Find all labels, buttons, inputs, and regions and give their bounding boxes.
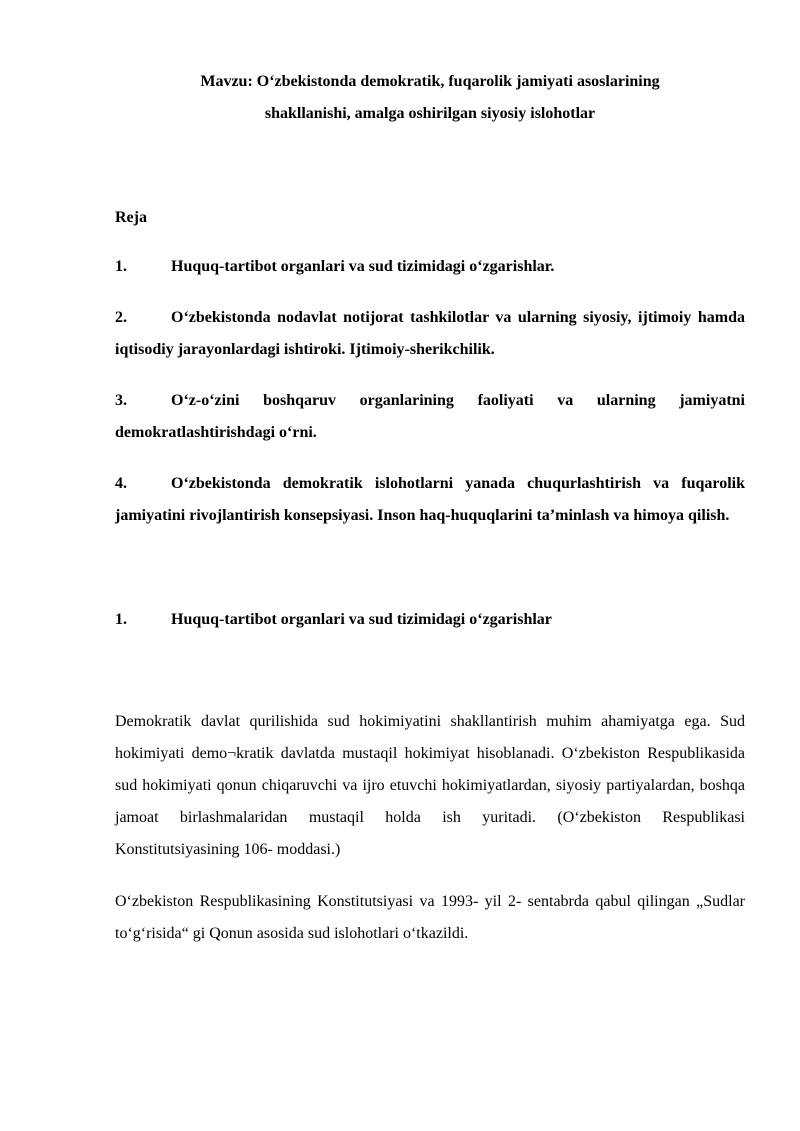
- list-item-text: Huquq-tartibot organlari va sud tizimidagi o‘zgarishlar.: [171, 258, 555, 275]
- section-heading-number: 1.: [115, 611, 127, 628]
- list-item-number: 1.: [115, 258, 127, 275]
- document-content: [115, 66, 745, 950]
- body-paragraph: Demokratik davlat qurilishida sud hokimiyatini shakllantirish muhim ahamiyatga ega. Sud hokimiyati demo¬kratik davlatda mustaqil hokimiyat hisoblanadi. O‘zbekiston Respublikasida sud hokimiyati qonun chiqaruvchi va ijro etuvchi hokimiyatlardan, siyosiy partiyalardan, boshqa jamoat birlashmalaridan mustaqil holda ish yuritadi. (O‘zbekiston Respublikasi Konstitutsiyasining 106- moddasi.): [115, 713, 745, 858]
- list-item-number: 4.: [115, 475, 127, 492]
- list-item-number: 2.: [115, 309, 127, 326]
- list-item: [115, 385, 745, 449]
- document-title-line-1: Mavzu: O‘zbekistonda demokratik, fuqarolik jamiyati asoslarining: [200, 73, 660, 90]
- plan-heading: Reja: [115, 209, 147, 226]
- section-heading-text: Huquq-tartibot organlari va sud tizimidagi o‘zgarishlar: [171, 611, 552, 628]
- document-title-line-2: shakllanishi, amalga oshirilgan siyosiy islohotlar: [264, 105, 596, 122]
- list-item-text: O‘zbekistonda demokratik islohotlarni yanada chuqurlashtirish va fuqarolik jamiyatini rivojlantirish konsepsiyasi. Inson haq-huquqlarini ta’minlash va himoya qilish.: [115, 475, 745, 524]
- list-item-number: 3.: [115, 392, 127, 409]
- list-item-text: O‘z-o‘zini boshqaruv organlarining faoliyati va ularning jamiyatni demokratlashtirishdagi o‘rni.: [115, 392, 745, 441]
- document-title: [115, 66, 745, 130]
- section-heading: [115, 604, 745, 636]
- list-item-text: O‘zbekistonda nodavlat notijorat tashkilotlar va ularning siyosiy, ijtimoiy hamda iqtisodiy jarayonlardagi ishtiroki. Ijtimoiy-sherikchilik.: [115, 309, 745, 358]
- list-item: [115, 468, 745, 532]
- body-paragraph: O‘zbekiston Respublikasining Konstitutsiyasi va 1993- yil 2- sentabrda qabul qilingan „Sudlar to‘g‘risida“ gi Qonun asosida sud islohotlari o‘tkazildi.: [115, 893, 745, 942]
- list-item: [115, 302, 745, 366]
- list-item: [115, 251, 745, 283]
